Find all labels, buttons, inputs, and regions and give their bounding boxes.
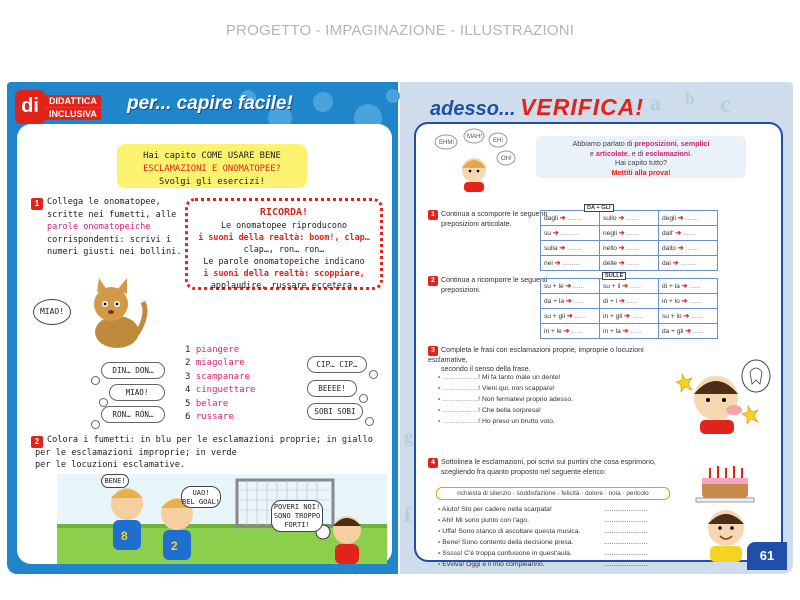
- question-2-line-1: Continua a ricomporre le seguenti: [441, 276, 548, 284]
- intro-call-to-action: Mettiti alla prova!: [611, 167, 671, 177]
- list-item[interactable]: • ...................! Vieni qui, non scappare!: [438, 385, 555, 392]
- bubble-text-forti: FORTI!: [284, 521, 310, 529]
- list-item[interactable]: • Aiuto! Sto per cadere nella scarpata!: [438, 506, 552, 513]
- list-item[interactable]: • Ahi! Mi sono punto con l'ago.: [438, 517, 529, 524]
- right-page: [400, 82, 793, 574]
- grid-cell[interactable]: dall' ➔ .......: [659, 226, 718, 241]
- ricorda-line-3: clap…, ron… ron…: [243, 244, 325, 254]
- bubble-ron-ron: RON… RON…: [101, 406, 165, 423]
- word-item-4: 4 cinguettare: [185, 385, 256, 396]
- sketch-bubble-oh: OH!: [501, 156, 512, 162]
- intro-line-2: ESCLAMAZIONI E ONOMATOPEE?: [143, 164, 281, 174]
- list-item[interactable]: • Sssss! C'è troppa confusione in quest'aula.: [438, 550, 572, 557]
- badge-line-2: INCLUSIVA: [45, 108, 101, 120]
- grid-cell[interactable]: negli ➔ .......: [600, 226, 659, 241]
- bubble-text-poveri-noi: POVERI NOI!: [273, 503, 321, 511]
- table-row: [541, 256, 718, 271]
- table-row: [541, 324, 718, 339]
- onomatopoeic-words-list: [185, 344, 285, 424]
- list-item[interactable]: • Bene! Sono contento della decisione presa.: [438, 539, 574, 546]
- bubble-cip-cip: CIP… CIP…: [307, 356, 367, 373]
- grid-cell[interactable]: da + gli ➔ ......: [659, 324, 718, 339]
- bubble-miao: MIAO!: [109, 384, 165, 401]
- badge-logo: di: [15, 90, 45, 124]
- svg-text:b: b: [685, 88, 696, 108]
- grid-cell[interactable]: su + gli ➔ ......: [541, 309, 600, 324]
- question-4-answer-lines[interactable]: ....................... ....................... ....................... ....................... ....................... .......................: [604, 506, 648, 568]
- answer-options-box: richiesta di silenzio · soddisfazione · felicità · dolore · noia · pericolo: [436, 487, 670, 500]
- word-item-6: 6 russare: [185, 412, 234, 423]
- intro-keyword-esclamazioni: esclamazioni: [645, 148, 691, 158]
- left-page-title: per... capire facile!: [127, 93, 293, 114]
- list-item[interactable]: • ...................! Che bella sorpresa!: [438, 407, 541, 414]
- left-page: [7, 82, 398, 574]
- exercise-1-number: 1: [31, 198, 43, 210]
- ex2-line-3: per le locuzioni esclamative.: [35, 460, 186, 470]
- toothache-boy-illustration: [678, 354, 778, 434]
- right-page-number: 61: [747, 542, 787, 570]
- exercise-1-text: [47, 196, 197, 259]
- question-2-grid: [540, 278, 718, 339]
- ricorda-line-4: Le parole onomatopeiche indicano: [203, 256, 365, 266]
- grid-cell[interactable]: delle ➔ .......: [600, 256, 659, 271]
- question-2-line-2: preposizioni.: [441, 286, 481, 294]
- answer-dot[interactable]: [365, 417, 374, 426]
- table-row: [541, 309, 718, 324]
- question-3-sentences: [438, 372, 573, 427]
- ex1-line-3: parole onomatopeiche: [47, 222, 151, 232]
- right-content-panel: [414, 122, 783, 568]
- intro-text: Abbiamo parlato di: [572, 139, 635, 148]
- grid-cell[interactable]: di + la ➔ ......: [659, 279, 718, 294]
- title-adesso: adesso...: [430, 98, 516, 120]
- right-page-title: [430, 94, 644, 121]
- sketch-bubble-mah: MAH!: [467, 134, 482, 140]
- grid-cell[interactable]: dallo ➔ .......: [659, 241, 718, 256]
- question-3-number: 3: [428, 346, 438, 356]
- question-2-number: 2: [428, 276, 438, 286]
- ricorda-line-2: i suoni della realtà: boom!, clap…: [198, 232, 370, 242]
- sketch-bubble-eh: EH!: [493, 138, 504, 144]
- svg-text:f: f: [404, 502, 412, 527]
- intro-keyword-preposizioni: preposizioni: [634, 139, 677, 148]
- ex1-line-4: corrispondenti: scrivi i: [47, 234, 172, 245]
- document-header: PROGETTO - IMPAGINAZIONE - ILLUSTRAZIONI: [225, 22, 575, 39]
- answer-dot[interactable]: [91, 420, 100, 429]
- sketch-bubble-ehm: EHM!: [439, 140, 454, 146]
- intro-text: .: [690, 148, 693, 158]
- ricorda-line-5: i suoni della realtà: scoppiare,: [203, 268, 365, 278]
- grid-cell[interactable]: in + le ➔ ......: [541, 324, 600, 339]
- svg-text:8: 8: [121, 529, 128, 543]
- exercise-2-text: [35, 434, 385, 472]
- intro-text: , e di: [627, 148, 646, 158]
- word-item-2: 2 miagolare: [185, 358, 245, 369]
- title-verifica: VERIFICA!: [520, 94, 645, 120]
- girl-thinking-illustration: [432, 128, 522, 192]
- list-item[interactable]: • ...................! Ho preso un brutto voto.: [438, 418, 555, 425]
- bubble-text-bel-goal: BEL GOAL!: [182, 498, 220, 506]
- exercise-2-number: 2: [31, 436, 43, 448]
- word-item-3: 3 scampanare: [185, 371, 251, 382]
- question-3-line-1: Completa le frasi con esclamazioni proprie, improprie o locuzioni esclamative,: [428, 346, 644, 364]
- grid-cell[interactable]: in + lo ➔ ......: [659, 294, 718, 309]
- question-2: [428, 276, 547, 295]
- question-1-line-2: preposizioni articolate.: [441, 220, 512, 228]
- ex2-line-1: Colora i fumetti: in blu per le esclamazioni proprie; in giallo: [47, 435, 373, 445]
- question-4: [428, 458, 698, 477]
- grid-cell[interactable]: nello ➔ .......: [600, 241, 659, 256]
- list-item[interactable]: • Uffa! Sono stanco di ascoltare questa musica.: [438, 528, 581, 535]
- verifica-intro-box: [536, 136, 746, 178]
- grid-cell[interactable]: su + lo ➔ ......: [659, 309, 718, 324]
- table-row: [541, 226, 718, 241]
- grid-cell[interactable]: in + gli ➔ ......: [600, 309, 659, 324]
- ex2-line-2: per le esclamazioni improprie; in verde: [35, 447, 237, 458]
- grid-cell[interactable]: su ➔ ..........: [541, 226, 600, 241]
- grid-cell[interactable]: nei ➔ ..........: [541, 256, 600, 271]
- grid-cell[interactable]: su + le ➔ ......: [541, 279, 600, 294]
- intro-keyword-articolate: articolate: [595, 148, 628, 158]
- list-item[interactable]: • Evviva! Oggi è il mio compleanno.: [438, 561, 545, 568]
- ricorda-box: [185, 198, 383, 290]
- question-4-line-1: Sottolinea le esclamazioni, poi scrivi sui puntini che cosa esprimono,: [441, 458, 656, 466]
- svg-text:2: 2: [171, 539, 178, 553]
- example-tag-da-gli: DA + GLI: [584, 204, 614, 212]
- intro-line-1: Hai capito COME USARE BENE: [143, 151, 281, 161]
- grid-cell[interactable]: da + la ➔ ......: [541, 294, 600, 309]
- grid-cell[interactable]: sulla ➔ ........: [541, 241, 600, 256]
- question-1-line-1: Continua a scomporre le seguenti: [441, 210, 548, 218]
- question-1-grid: [540, 210, 718, 271]
- svg-text:c: c: [720, 92, 731, 118]
- grid-cell[interactable]: di + i ➔ ......: [600, 294, 659, 309]
- example-tag-sulle: SULLE: [602, 272, 626, 280]
- word-item-5: 5 belare: [185, 398, 229, 409]
- bubble-sobi-sobi: SOBI SOBI: [307, 403, 363, 420]
- ricorda-line-1: Le onomatopee riproducono: [220, 220, 348, 230]
- intro-keyword-semplici: semplici: [680, 139, 710, 148]
- table-row: [541, 241, 718, 256]
- intro-text: e: [589, 148, 596, 158]
- word-item-1: 1 piangere: [185, 345, 240, 355]
- intro-box: [117, 144, 307, 188]
- answer-dot[interactable]: [91, 376, 100, 385]
- grid-cell[interactable]: degli ➔ .......: [659, 211, 718, 226]
- bubble-din-don: DIN… DON…: [101, 362, 165, 379]
- miao-speech-bubble: MIAO!: [33, 299, 71, 325]
- svg-text:g: g: [404, 426, 413, 446]
- ex1-line-2: scritte nei fumetti, alle: [47, 209, 177, 220]
- svg-text:a: a: [650, 90, 661, 115]
- badge-line-1: DIDATTICA: [45, 95, 101, 107]
- didattica-inclusiva-badge: [15, 90, 115, 128]
- intro-question: Hai capito tutto?: [615, 158, 667, 168]
- list-item[interactable]: • ...................! Non fermatevi proprio adesso.: [438, 396, 573, 403]
- answer-dot[interactable]: [369, 370, 378, 379]
- left-content-panel: [17, 124, 392, 564]
- question-1-number: 1: [428, 210, 438, 220]
- comic-bubble-poveri-noi: [271, 500, 323, 532]
- question-3: [428, 346, 678, 374]
- bubble-beeee: BEEEE!: [307, 380, 357, 397]
- ex1-line-1: Collega le onomatopee,: [47, 197, 161, 207]
- table-row: [541, 211, 718, 226]
- comic-bubble-bel-goal: [181, 486, 221, 508]
- question-3-line-2: secondo il senso della frase.: [441, 365, 531, 373]
- grid-cell[interactable]: dagli ➔ ........: [541, 211, 600, 226]
- question-4-line-2: scegliendo fra quanto proposto nel seguente elenco:: [441, 468, 606, 476]
- ricorda-title: RICORDA!: [259, 207, 309, 218]
- bubble-text-sono-troppo: SONO TROPPO: [273, 512, 321, 520]
- question-4-number: 4: [428, 458, 438, 468]
- intro-line-3: Svolgi gli esercizi!: [159, 177, 265, 187]
- ex1-line-5: numeri giusti nei bollini.: [47, 247, 182, 257]
- grid-cell[interactable]: in + la ➔ ......: [600, 324, 659, 339]
- bubble-text-uao: UAO!: [192, 489, 210, 497]
- list-item[interactable]: • ...................! Mi fa tanto male un dente!: [438, 374, 561, 381]
- table-row: [541, 294, 718, 309]
- grid-cell[interactable]: su + il ➔ ......: [600, 279, 659, 294]
- table-row: [541, 279, 718, 294]
- left-page-number: 60: [32, 548, 48, 563]
- comic-bubble-bene: BENE!: [101, 474, 129, 488]
- intro-text: ,: [676, 139, 681, 148]
- question-1: [428, 210, 547, 229]
- answer-dot[interactable]: [359, 394, 368, 403]
- grid-cell[interactable]: sullo ➔ .......: [600, 211, 659, 226]
- ricorda-line-6: applaudire, russare eccetera.: [210, 280, 358, 290]
- grid-cell[interactable]: dai ➔ .........: [659, 256, 718, 271]
